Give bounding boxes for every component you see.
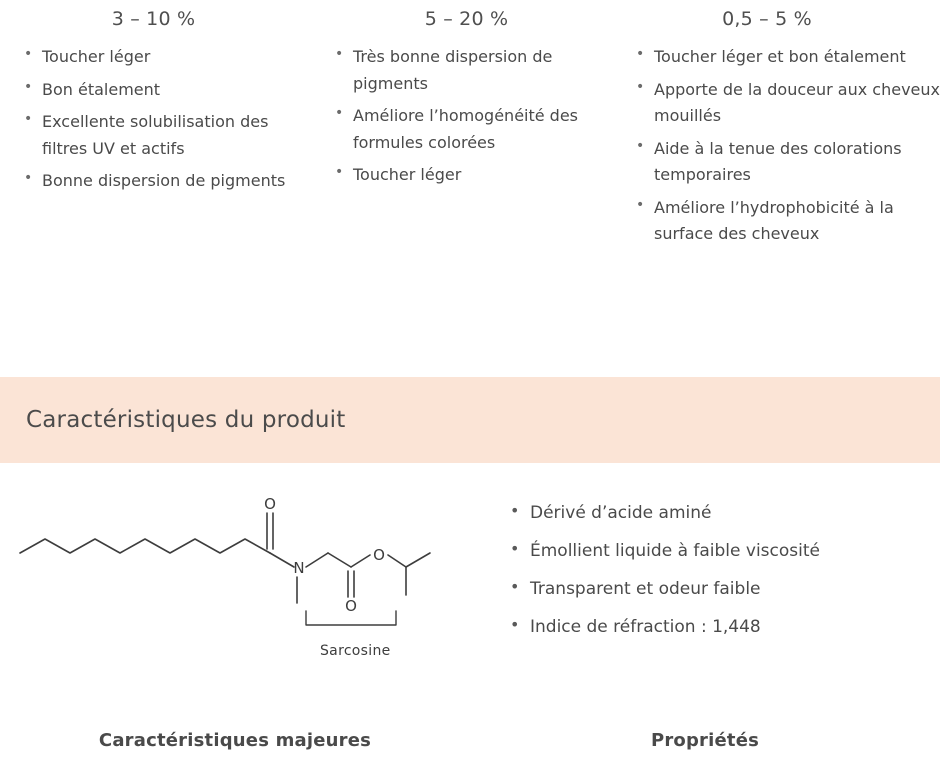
product-characteristics-banner bbox=[0, 377, 940, 463]
list-item: • Apporte de la douceur aux cheveux mouillés bbox=[634, 77, 940, 130]
list-item: • Transparent et odeur faible bbox=[508, 581, 820, 598]
usage-percent-2: 5 – 20 % bbox=[424, 8, 509, 30]
atom-label-o-ester-link: O bbox=[373, 546, 385, 564]
list-item: • Bonne dispersion de pigments bbox=[22, 168, 315, 195]
usage-column-3 bbox=[620, 8, 940, 254]
page-title: Caractéristiques du produit bbox=[26, 407, 346, 433]
atom-label-o-amide: O bbox=[264, 495, 276, 513]
usage-benefits-list-2 bbox=[333, 44, 620, 189]
usage-column-2 bbox=[315, 8, 620, 254]
list-item: • Excellente solubilisation des filtres UV et actifs bbox=[22, 109, 315, 162]
usage-percent-3: 0,5 – 5 % bbox=[722, 8, 812, 30]
list-item: • Toucher léger et bon étalement bbox=[634, 44, 940, 71]
list-item: • Très bonne dispersion de pigments bbox=[333, 44, 620, 97]
list-item: • Indice de réfraction : 1,448 bbox=[508, 619, 820, 636]
molecule-diagram bbox=[18, 491, 448, 659]
list-item: • Toucher léger bbox=[22, 44, 315, 71]
list-item: • Toucher léger bbox=[333, 162, 620, 189]
list-item: • Améliore l’homogénéité des formules colorées bbox=[333, 103, 620, 156]
list-item: • Bon étalement bbox=[22, 77, 315, 104]
list-item: • Dérivé d’acide aminé bbox=[508, 505, 820, 522]
usage-column-1 bbox=[0, 8, 315, 254]
properties-caption: Propriétés bbox=[650, 730, 760, 751]
sarcosine-bracket-label: Sarcosine bbox=[320, 643, 391, 659]
product-section bbox=[0, 463, 940, 773]
properties-list bbox=[508, 505, 820, 657]
atom-label-o-ester: O bbox=[345, 597, 357, 615]
atom-label-n: N bbox=[293, 559, 305, 577]
list-item: • Aide à la tenue des colorations temporaires bbox=[634, 136, 940, 189]
list-item: • Émollient liquide à faible viscosité bbox=[508, 543, 820, 560]
structure-caption: Caractéristiques majeures bbox=[98, 730, 372, 751]
usage-benefits-list-1 bbox=[22, 44, 315, 195]
list-item: • Améliore l’hydrophobicité à la surface des cheveux bbox=[634, 195, 940, 248]
molecule-svg bbox=[18, 491, 448, 651]
usage-levels-section bbox=[0, 0, 940, 254]
usage-percent-1: 3 – 10 % bbox=[111, 8, 196, 30]
usage-benefits-list-3 bbox=[634, 44, 940, 248]
properties-panel bbox=[470, 463, 940, 773]
chemical-structure-panel bbox=[0, 463, 470, 773]
